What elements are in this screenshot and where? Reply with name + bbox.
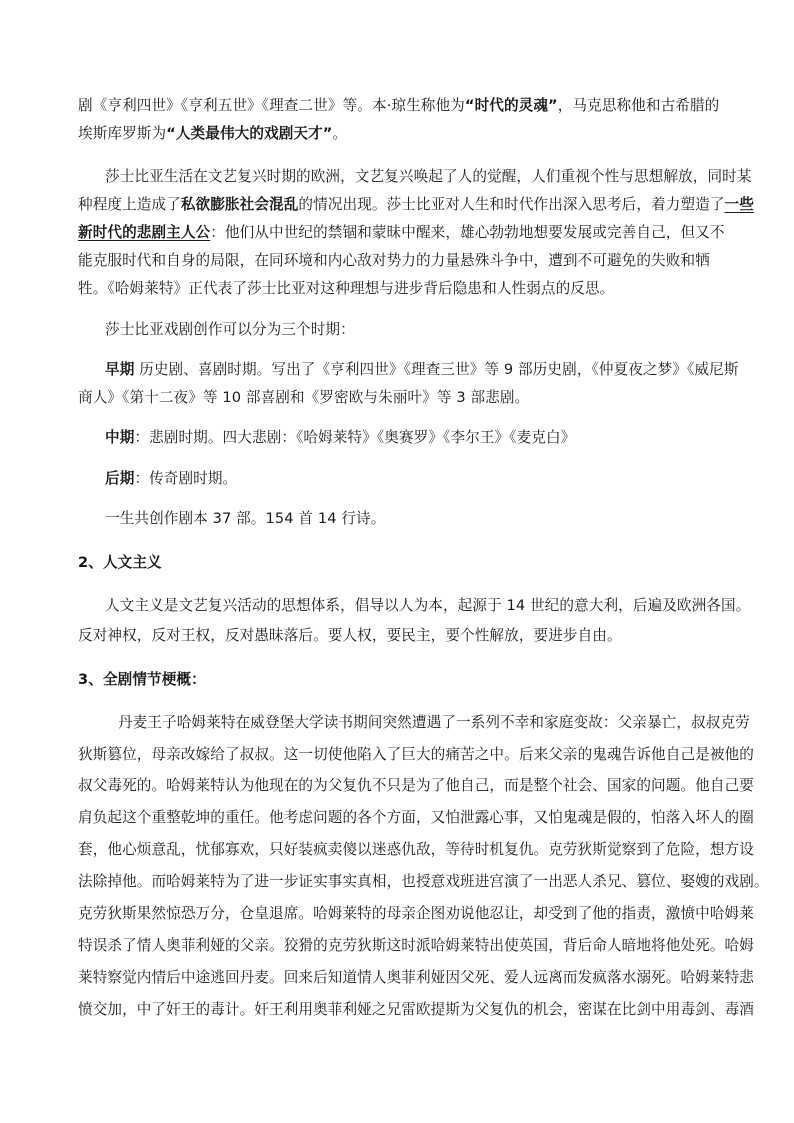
period-middle: [105, 428, 765, 448]
plot-line: 套，他心烦意乱，忧郁寡欢，只好装疯卖傻以迷惑仇敌，等待时机复仇。克劳狄斯觉察到了危险，想方设: [78, 841, 754, 858]
plot-line: 狄斯篡位，母亲改嫁给了叔叔。这一切使他陷入了巨大的痛苦之中。后来父亲的鬼魂告诉他自己是被他的: [78, 746, 754, 763]
plot-line: 肩负起这个重整乾坤的重任。他考虑问题的各个方面，又怕泄露心事，又怕鬼魂是假的，怕落入坏人的圈: [78, 809, 754, 826]
intro-text: 剧《亨利四世》《亨利五世》《理查二世》等。本·琼生称他为: [78, 97, 465, 114]
intro-bold-phrase: “时代的灵魂”: [464, 97, 558, 114]
period-late-label: 后期: [105, 470, 135, 487]
intro-bold-phrase-2: “人类最伟大的戏剧天才”: [166, 125, 333, 142]
renaissance-text-3: ：他们从中世纪的禁锢和蒙昧中醒来，雄心勃勃地想要发展或完善自己，但又不: [210, 224, 725, 241]
works-total: 一生共创作剧本 37 部。154 首 14 行诗。: [105, 510, 386, 527]
period-early: [105, 360, 765, 380]
renaissance-text-2a: 种程度上造成了: [78, 196, 181, 213]
intro-text-2: 埃斯库罗斯为: [78, 125, 167, 142]
humanism-line-2: 反对神权，反对王权，反对愚昧落后。要人权，要民主，要个性解放，要进步自由。: [78, 627, 622, 644]
intro-text-2-tail: 。: [332, 125, 348, 142]
period-early-cont: 商人》《第十二夜》等 10 部喜剧和《罗密欧与朱丽叶》等 3 部悲剧。: [78, 389, 530, 406]
periods-intro: 莎士比亚戏剧创作可以分为三个时期：: [105, 321, 355, 338]
plot-heading: 3、全剧情节梗概：: [78, 671, 206, 688]
plot-line: 莱特察觉内情后中途逃回丹麦。回来后知道情人奥菲利娅因父死、爱人远离而发疯落水溺死。哈姆莱特悲: [78, 969, 754, 986]
period-middle-text: ：悲剧时期。四大悲剧：《哈姆莱特》《奥赛罗》《李尔王》《麦克白》: [134, 429, 576, 446]
renaissance-line-5: 牲。《哈姆莱特》正代表了莎士比亚对这种理想与进步背后隐患和人性弱点的反思。: [78, 280, 615, 297]
renaissance-line-4: 能克服时代和自身的局限，在同环境和内心敌对势力的力量悬殊斗争中，遭到不可避免的失败和牺: [78, 252, 710, 269]
period-middle-label: 中期: [105, 429, 135, 446]
renaissance-bold-2: 一些: [724, 196, 754, 213]
renaissance-line-3: [78, 223, 738, 243]
intro-line-1: [78, 96, 738, 116]
plot-line: 叔父毒死的。哈姆莱特认为他现在的为父复仇不只是为了他自己，而是整个社会、国家的问题。他自己要: [78, 777, 754, 794]
plot-line: 克劳狄斯果然惊恐万分，仓皇退席。哈姆莱特的母亲企图劝说他忍让，却受到了他的指责，激愤中哈姆莱: [78, 905, 754, 922]
plot-line: 法除掉他。而哈姆莱特为了进一步证实事实真相，也授意戏班进宫演了一出恶人杀兄、篡位、娶嫂的戏剧。: [78, 873, 769, 890]
period-late: [105, 469, 765, 489]
renaissance-bold-1: 私欲膨胀社会混乱: [180, 196, 299, 213]
renaissance-text-2b: 的情况出现。莎士比亚对人生和时代作出深入思考后，着力塑造了: [298, 196, 725, 213]
period-late-text: ：传奇剧时期。: [134, 470, 238, 487]
renaissance-line-1: 莎士比亚生活在文艺复兴时期的欧洲，文艺复兴唤起了人的觉醒，人们重视个性与思想解放，同时某: [105, 168, 752, 185]
period-early-text: 历史剧、喜剧时期。写出了《亨利四世》《理查三世》等 9 部历史剧，《仲夏夜之梦》《威尼斯: [134, 361, 739, 378]
humanism-heading: 2、人文主义: [78, 554, 162, 571]
plot-line: 愤交加，中了奸王的毒计。奸王利用奥菲利娅之兄雷欧提斯为父复仇的机会，密谋在比剑中用毒剑、毒酒: [78, 1001, 754, 1018]
humanism-line-1: 人文主义是文艺复兴活动的思想体系，倡导以人为本，起源于 14 世纪的意大利，后遍及欧洲各国。: [105, 597, 751, 614]
renaissance-bold-3: 新时代的悲剧主人公: [78, 224, 211, 241]
period-early-label: 早期: [105, 361, 135, 378]
renaissance-line-2: [78, 195, 754, 215]
plot-line: 特误杀了情人奥菲利娅的父亲。狡猾的克劳狄斯这时派哈姆莱特出使英国，背后命人暗地将他处死。哈姆: [78, 937, 754, 954]
plot-line: 丹麦王子哈姆莱特在威登堡大学读书期间突然遭遇了一系列不幸和家庭变故：父亲暴亡，叔叔克劳: [118, 714, 750, 731]
intro-line-2: [78, 124, 738, 144]
intro-text-tail: ，马克思称他和古希腊的: [557, 97, 720, 114]
